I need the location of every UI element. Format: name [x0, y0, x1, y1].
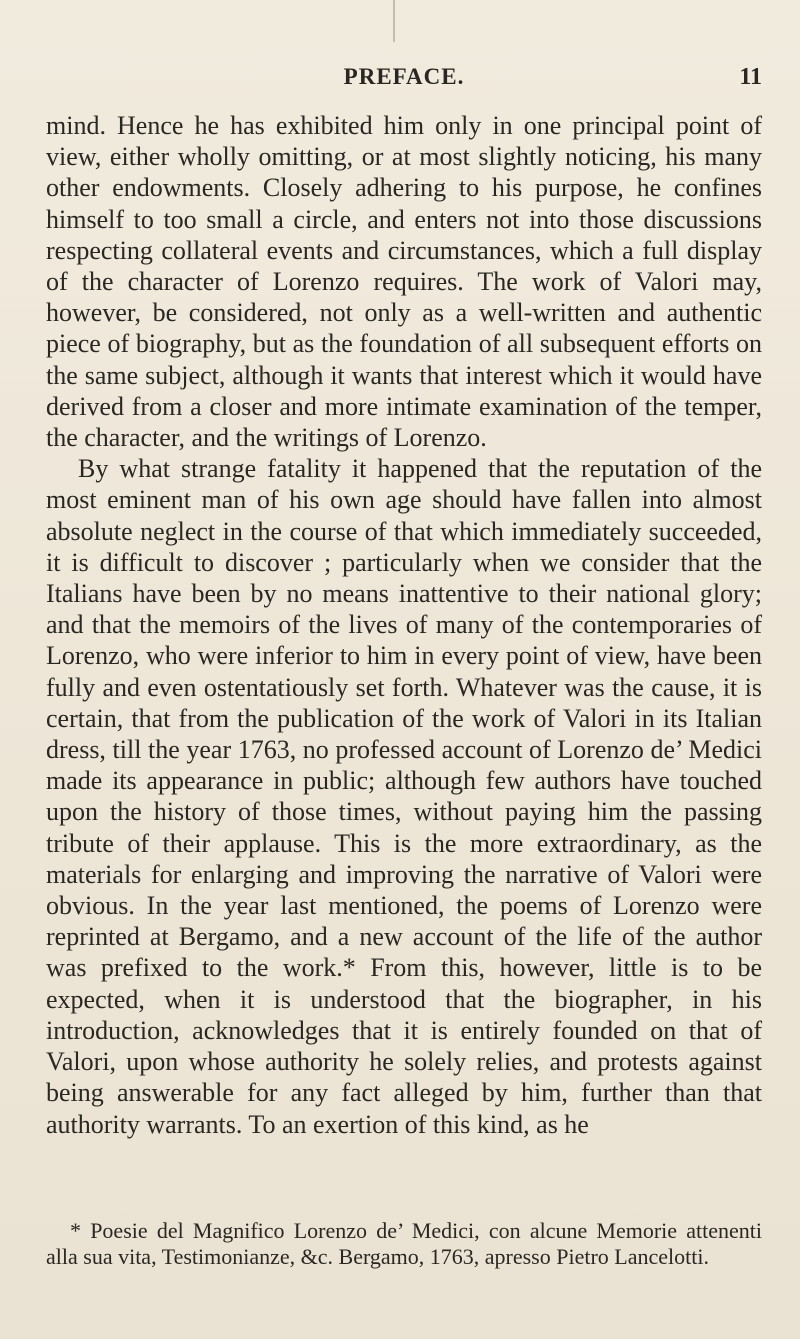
running-title: PREFACE. [343, 64, 465, 89]
paragraph: By what strange fatality it happened that the reputation of the most eminent man of his own age should have fallen into almost absolute neglect in the course of that which immediately succeeded, it is difficult to discover ; particularly when we consider that the Italians have been by no means inattentive to their national glory; and that the memoirs of the lives of many of the contemporaries of Lorenzo, who were inferior to him in every point of view, have been fully and even ostentatiously set forth. Whatever was the cause, it is certain, that from the publication of the work of Valori in its Italian dress, till the year 1763, no professed account of Lorenzo de’ Medici made its appearance in public; although few authors have touched upon the history of those times, without paying him the passing tribute of their applause. This is the more extraordinary, as the materials for enlarging and improving the narrative of Valori were obvious. In the year last mentioned, the poems of Lorenzo were reprinted at Bergamo, and a new account of the life of the author was prefixed to the work.* From this, however, little is to be expected, when it is understood that the biographer, in his introduction, acknowledges that it is entirely founded on that of Valori, upon whose authority he solely relies, and protests against being answerable for any fact alleged by him, further than that authority warrants. To an exertion of this kind, as he [46, 454, 762, 1139]
page-header [46, 60, 762, 100]
binding-mark [393, 0, 395, 42]
paragraph-continued: mind. Hence he has exhibited him only in one principal point of view, either wholly omitting, or at most slightly noticing, his many other endowments. Closely adhering to his purpose, he confines himself to too small a circle, and enters not into those discussions respecting collateral events and circumstances, which a full display of the character of Lorenzo requires. The work of Valori may, however, be considered, not only as a well-written and authentic piece of biography, but as the foundation of all subsequent efforts on the same subject, although it wants that interest which it would have derived from a closer and more intimate examination of the temper, the character, and the writings of Lorenzo. [46, 111, 762, 453]
page-number: 11 [739, 64, 762, 90]
body-text [46, 110, 762, 1140]
footnote: * Poesie del Magnifico Lorenzo de’ Medici, con alcune Memorie attenenti alla sua vita, Testimonianze, &c. Bergamo, 1763, apresso Pietro Lancelotti. [46, 1218, 762, 1269]
